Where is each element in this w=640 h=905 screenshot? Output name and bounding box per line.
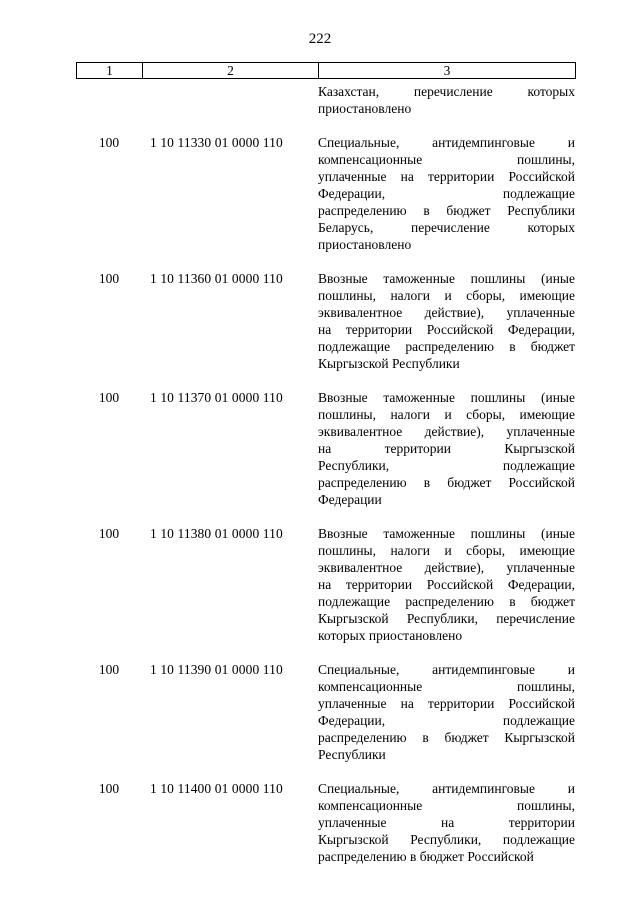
admin-code: 100 (98, 271, 120, 286)
description-line: уплаченные на территории Российской (318, 696, 575, 711)
description-line: на территории Российской Федерации, (318, 322, 575, 337)
description-line: Беларусь, перечисление которых (318, 220, 575, 235)
row-spacer (0, 372, 640, 389)
budget-code: 1 10 11370 01 0000 110 (150, 390, 283, 405)
header-col-1: 1 (77, 63, 143, 78)
description-line: подлежащие распределению в бюджет (318, 339, 575, 354)
description-line: которых приостановлено (318, 628, 463, 643)
description-line: уплаченные на территории (318, 815, 575, 830)
budget-code: 1 10 11400 01 0000 110 (150, 781, 283, 796)
description-line: пошлины, налоги и сборы, имеющие (318, 288, 575, 303)
admin-code: 100 (98, 135, 120, 150)
description (318, 661, 575, 763)
description-line: Ввозные таможенные пошлины (иные (318, 390, 575, 405)
description-line: Республики, подлежащие (318, 458, 575, 473)
row-spacer (0, 253, 640, 270)
description-line: подлежащие распределению в бюджет (318, 594, 575, 609)
description-line: Специальные, антидемпинговые и (318, 781, 575, 796)
row-spacer (0, 644, 640, 661)
admin-code: 100 (98, 662, 120, 677)
table-row (0, 780, 640, 865)
description (318, 134, 575, 253)
admin-code: 100 (98, 390, 120, 405)
description-line: Казахстан, перечисление которых (318, 84, 575, 99)
header-col-3: 3 (443, 63, 451, 78)
description-line: на территории Российской Федерации, (318, 577, 575, 592)
description-line: эквивалентное действие), уплаченные (318, 560, 575, 575)
description-line: компенсационные пошлины, (318, 152, 575, 167)
description-line: распределению в бюджет Республики (318, 203, 575, 218)
description (318, 270, 575, 372)
description-line: пошлины, налоги и сборы, имеющие (318, 543, 575, 558)
description-line: компенсационные пошлины, (318, 679, 575, 694)
table-header (76, 62, 576, 79)
description-line: Кыргызской Республики, перечисление (318, 611, 575, 626)
description-line: Специальные, антидемпинговые и (318, 135, 575, 150)
description-line: приостановлено (318, 237, 412, 252)
description-line: пошлины, налоги и сборы, имеющие (318, 407, 575, 422)
table-row (0, 134, 640, 253)
description-line: эквивалентное действие), уплаченные (318, 305, 575, 320)
description (318, 780, 575, 865)
description-line: Федерации (318, 492, 382, 507)
description-line: распределению в бюджет Кыргызской (318, 730, 575, 745)
row-spacer (0, 117, 640, 134)
budget-code: 1 10 11390 01 0000 110 (150, 662, 283, 677)
admin-code: 100 (98, 781, 120, 796)
table-row (0, 270, 640, 372)
description-line: распределению в бюджет Российской (318, 849, 534, 864)
description (318, 525, 575, 644)
description (318, 83, 575, 117)
budget-code: 1 10 11380 01 0000 110 (150, 526, 283, 541)
table-row (0, 661, 640, 763)
description (318, 389, 575, 508)
table-row (0, 389, 640, 508)
description-line: эквивалентное действие), уплаченные (318, 424, 575, 439)
page-number: 222 (308, 31, 332, 47)
description-line: уплаченные на территории Российской (318, 169, 575, 184)
admin-code: 100 (98, 526, 120, 541)
table-body (0, 83, 640, 865)
description-line: приостановлено (318, 101, 412, 116)
description-line: распределению в бюджет Российской (318, 475, 575, 490)
table-row (0, 83, 640, 117)
header-col-2: 2 (143, 63, 319, 78)
description-line: Кыргызской Республики, подлежащие (318, 832, 575, 847)
description-line: на территории Кыргызской (318, 441, 575, 456)
budget-code: 1 10 11330 01 0000 110 (150, 135, 283, 150)
description-line: Федерации, подлежащие (318, 713, 575, 728)
description-line: Ввозные таможенные пошлины (иные (318, 271, 575, 286)
description-line: Ввозные таможенные пошлины (иные (318, 526, 575, 541)
row-spacer (0, 508, 640, 525)
description-line: Республики (318, 747, 386, 762)
description-line: компенсационные пошлины, (318, 798, 575, 813)
row-spacer (0, 763, 640, 780)
description-line: Федерации, подлежащие (318, 186, 575, 201)
description-line: Специальные, антидемпинговые и (318, 662, 575, 677)
description-line: Кыргызской Республики (318, 356, 460, 371)
budget-code: 1 10 11360 01 0000 110 (150, 271, 283, 286)
table-row (0, 525, 640, 644)
